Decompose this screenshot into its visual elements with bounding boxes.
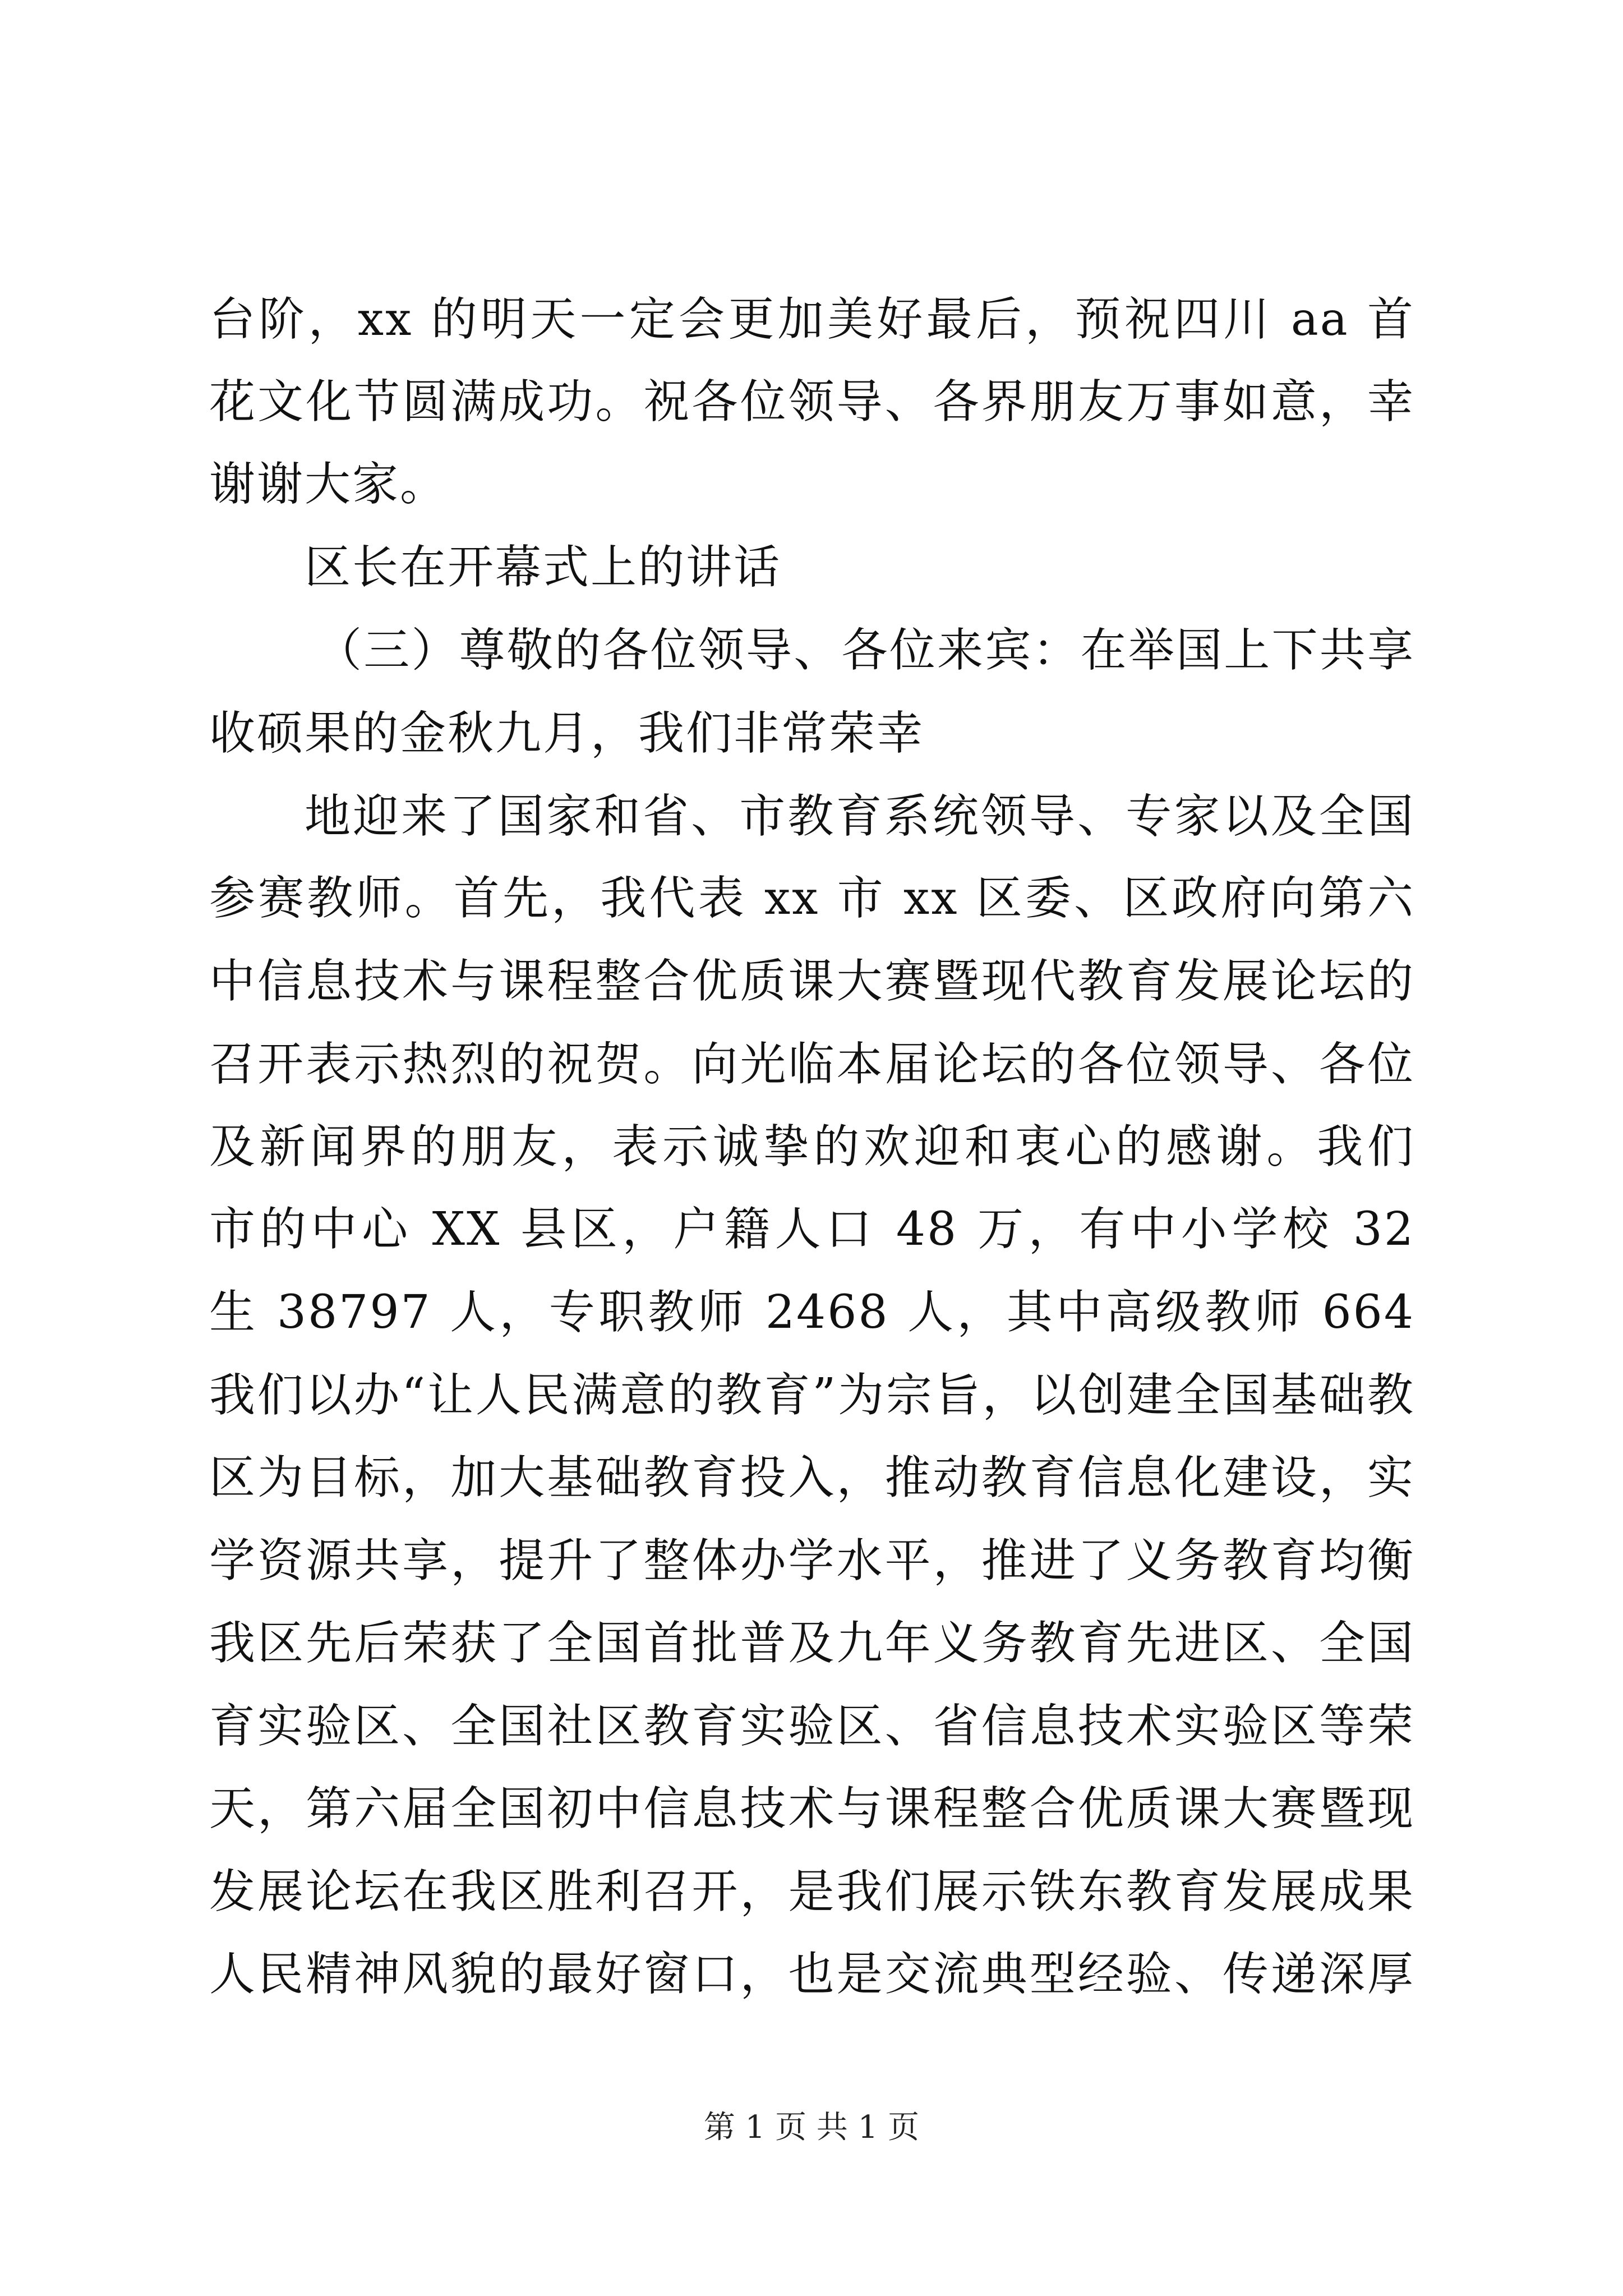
text-line: 天，第六届全国初中信息技术与课程整合优质课大赛暨现 bbox=[209, 1782, 1415, 1835]
text-line: 谢谢大家。 bbox=[209, 458, 448, 511]
text-line: 花文化节圆满成功。祝各位领导、各界朋友万事如意，幸 bbox=[209, 375, 1415, 429]
text-line: 我区先后荣获了全国首批普及九年义务教育先进区、全国 bbox=[209, 1617, 1415, 1670]
text-line: 台阶，xx 的明天一定会更加美好最后，预祝四川 aa 首 bbox=[209, 293, 1415, 346]
text-line: 我们以办“让人民满意的教育”为宗旨，以创建全国基础教 bbox=[209, 1369, 1415, 1422]
text-line: 收硕果的金秋九月，我们非常荣幸 bbox=[209, 707, 925, 760]
text-line: 召开表示热烈的祝贺。向光临本届论坛的各位领导、各位 bbox=[209, 1038, 1415, 1091]
text-line: 学资源共享，提升了整体办学水平，推进了义务教育均衡 bbox=[209, 1534, 1415, 1588]
text-line: （三）尊敬的各位领导、各位来宾：在举国上下共享 bbox=[316, 624, 1415, 677]
text-line: 地迎来了国家和省、市教育系统领导、专家以及全国 bbox=[305, 790, 1415, 843]
text-line: 中信息技术与课程整合优质课大赛暨现代教育发展论坛的 bbox=[209, 955, 1415, 1008]
text-line: 市的中心 XX 县区，户籍人口 48 万，有中小学校 32 bbox=[209, 1203, 1415, 1256]
text-line: 育实验区、全国社区教育实验区、省信息技术实验区等荣 bbox=[209, 1700, 1415, 1753]
text-line: 发展论坛在我区胜利召开，是我们展示铁东教育发展成果 bbox=[209, 1865, 1415, 1918]
text-line: 人民精神风貌的最好窗口，也是交流典型经验、传递深厚 bbox=[209, 1948, 1415, 2001]
text-line: 区为目标，加大基础教育投入，推动教育信息化建设，实 bbox=[209, 1451, 1415, 1504]
page-number-footer: 第 1 页 共 1 页 bbox=[703, 2109, 920, 2146]
text-line: 及新闻界的朋友，表示诚挚的欢迎和衷心的感谢。我们 bbox=[209, 1120, 1415, 1174]
section-heading: 区长在开幕式上的讲话 bbox=[305, 541, 782, 594]
text-line: 参赛教师。首先，我代表 xx 市 xx 区委、区政府向第六 bbox=[209, 872, 1415, 925]
text-line: 生 38797 人，专职教师 2468 人，其中高级教师 664 bbox=[209, 1286, 1415, 1339]
